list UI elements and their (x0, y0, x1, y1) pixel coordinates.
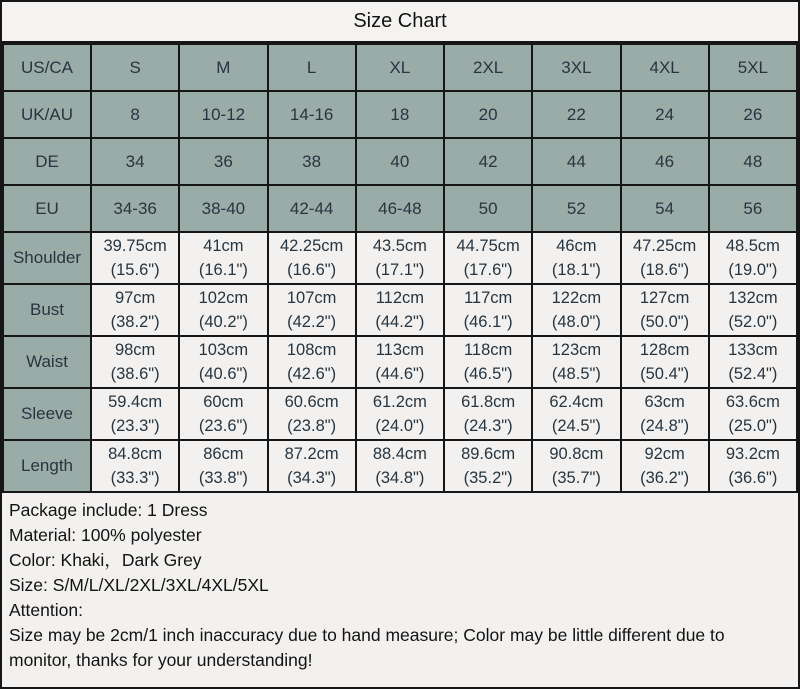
measurement-cm: 118cm (463, 341, 513, 359)
measurement-cell (179, 232, 267, 284)
size-cell: 20 (444, 91, 532, 138)
measurement-inch: (17.1") (375, 261, 425, 279)
measurement-inch: (36.2") (640, 469, 690, 487)
size-cell: 26 (709, 91, 797, 138)
measurement-cm: 46cm (556, 237, 597, 255)
size-row-eu (3, 185, 797, 232)
row-label-de: DE (3, 138, 91, 185)
note-line: Size: S/M/L/XL/2XL/3XL/4XL/5XL (9, 575, 269, 595)
measurement-cm: 127cm (639, 289, 690, 307)
measurement-cell (356, 284, 444, 336)
measurement-cm: 84.8cm (108, 445, 163, 463)
measurement-inch: (25.0") (728, 417, 778, 435)
measurement-inch: (50.4") (640, 365, 690, 383)
measurement-cell (179, 284, 267, 336)
size-cell: 52 (532, 185, 620, 232)
measurement-cm: 103cm (198, 341, 249, 359)
row-label-shoulder: Shoulder (3, 232, 91, 284)
measurement-cm: 92cm (644, 445, 685, 463)
size-cell: 44 (532, 138, 620, 185)
size-table (2, 43, 798, 493)
size-cell: 14-16 (268, 91, 356, 138)
size-row-uk-au (3, 91, 797, 138)
measurement-cm: 41cm (203, 237, 244, 255)
measurement-cell (709, 232, 797, 284)
size-cell: 56 (709, 185, 797, 232)
measurement-cell (709, 284, 797, 336)
size-cell: 36 (179, 138, 267, 185)
size-cell: 40 (356, 138, 444, 185)
measure-row-shoulder (3, 232, 797, 284)
measurement-cell (532, 284, 620, 336)
measurement-cm: 128cm (639, 341, 690, 359)
size-cell: M (179, 44, 267, 91)
row-label-eu: EU (3, 185, 91, 232)
measurement-cell (268, 440, 356, 492)
measurement-cm: 60cm (203, 393, 244, 411)
measurement-inch: (17.6") (463, 261, 513, 279)
size-cell: 46-48 (356, 185, 444, 232)
measurement-inch: (44.2") (375, 313, 425, 331)
size-table-body (3, 44, 797, 492)
measurement-cell (91, 388, 179, 440)
measurement-cell (444, 336, 532, 388)
size-cell: 38-40 (179, 185, 267, 232)
measurement-cm: 123cm (551, 341, 602, 359)
size-cell: 46 (621, 138, 709, 185)
measure-row-length (3, 440, 797, 492)
measurement-cm: 59.4cm (108, 393, 163, 411)
size-cell: L (268, 44, 356, 91)
measurement-cm: 97cm (114, 289, 156, 307)
measurement-inch: (16.1") (198, 261, 248, 279)
measurement-cell (532, 440, 620, 492)
measurement-inch: (35.7") (551, 469, 601, 487)
measurement-inch: (23.8") (287, 417, 337, 435)
measurement-cm: 102cm (198, 289, 249, 307)
measurement-inch: (18.6") (640, 261, 690, 279)
measurement-cm: 133cm (728, 341, 778, 359)
measurement-inch: (23.3") (110, 417, 160, 435)
measurement-cm: 61.8cm (461, 393, 516, 411)
note-line: Attention: (9, 600, 83, 620)
measurement-inch: (24.3") (463, 417, 513, 435)
measurement-inch: (23.6") (198, 417, 248, 435)
measurement-cell (268, 388, 356, 440)
measurement-inch: (50.0") (640, 313, 690, 331)
size-cell: 34-36 (91, 185, 179, 232)
measurement-cm: 86cm (203, 445, 244, 463)
size-cell: 4XL (621, 44, 709, 91)
size-cell: 34 (91, 138, 179, 185)
measurement-cell (91, 284, 179, 336)
measurement-inch: (46.5") (463, 365, 513, 383)
measurement-inch: (35.2") (463, 469, 513, 487)
measurement-cell (179, 440, 267, 492)
measurement-cm: 48.5cm (725, 237, 780, 255)
size-cell: 18 (356, 91, 444, 138)
measurement-inch: (52.0") (728, 313, 778, 331)
measurement-cm: 60.6cm (284, 393, 339, 411)
note-line: Size may be 2cm/1 inch inaccuracy due to hand measure; Color may be little different due to (9, 625, 725, 645)
size-cell: 3XL (532, 44, 620, 91)
measurement-cm: 90.8cm (549, 445, 604, 463)
measurement-inch: (46.1") (463, 313, 513, 331)
size-cell: 2XL (444, 44, 532, 91)
measurement-cell (444, 388, 532, 440)
measurement-cm: 89.6cm (461, 445, 516, 463)
measure-row-bust (3, 284, 797, 336)
size-cell: 24 (621, 91, 709, 138)
note-line: Package include: 1 Dress (9, 500, 208, 520)
measurement-inch: (38.2") (110, 313, 160, 331)
measure-row-sleeve (3, 388, 797, 440)
measurement-cell (709, 336, 797, 388)
measurement-inch: (34.8") (375, 469, 425, 487)
measurement-cell (444, 284, 532, 336)
measurement-inch: (33.8") (198, 469, 248, 487)
row-label-waist: Waist (3, 336, 91, 388)
size-cell: 5XL (709, 44, 797, 91)
measure-row-waist (3, 336, 797, 388)
measurement-cm: 63cm (644, 393, 685, 411)
note-line: Color: Khaki，Dark Grey (9, 550, 202, 570)
size-cell: 8 (91, 91, 179, 138)
measurement-cell (621, 336, 709, 388)
size-cell: 54 (621, 185, 709, 232)
measurement-cell (444, 232, 532, 284)
measurement-cell (268, 284, 356, 336)
measurement-inch: (24.8") (640, 417, 690, 435)
row-label-sleeve: Sleeve (3, 388, 91, 440)
measurement-cell (179, 336, 267, 388)
measurement-cm: 88.4cm (372, 445, 427, 463)
measurement-inch: (52.4") (728, 365, 778, 383)
measurement-cm: 112cm (375, 289, 425, 307)
measurement-cell (709, 440, 797, 492)
measurement-cell (621, 440, 709, 492)
measurement-inch: (48.5") (551, 365, 601, 383)
measurement-cm: 117cm (463, 289, 513, 307)
measurement-cm: 113cm (375, 341, 425, 359)
measurement-cell (91, 440, 179, 492)
measurement-inch: (24.0") (375, 417, 425, 435)
measurement-inch: (33.3") (110, 469, 160, 487)
measurement-cell (356, 440, 444, 492)
measurement-inch: (42.6") (287, 365, 337, 383)
measurement-cm: 61.2cm (372, 393, 427, 411)
measurement-cm: 47.25cm (632, 237, 697, 255)
row-label-bust: Bust (3, 284, 91, 336)
measurement-cell (91, 232, 179, 284)
measurement-cell (356, 336, 444, 388)
measurement-inch: (40.2") (198, 313, 248, 331)
measurement-cell (91, 336, 179, 388)
measurement-cm: 44.75cm (456, 237, 520, 255)
measurement-inch: (44.6") (375, 365, 425, 383)
size-cell: S (91, 44, 179, 91)
measurement-cm: 87.2cm (284, 445, 339, 463)
size-cell: 22 (532, 91, 620, 138)
measurement-inch: (38.6") (110, 365, 160, 383)
size-row-us-ca (3, 44, 797, 91)
measurement-cm: 62.4cm (549, 393, 604, 411)
size-cell: 42-44 (268, 185, 356, 232)
measurement-inch: (40.6") (198, 365, 248, 383)
size-cell: 38 (268, 138, 356, 185)
note-line: Material: 100% polyester (9, 525, 202, 545)
measurement-inch: (48.0") (551, 313, 601, 331)
measurement-inch: (36.6") (728, 469, 778, 487)
size-cell: 50 (444, 185, 532, 232)
measurement-cell (179, 388, 267, 440)
measurement-cm: 108cm (286, 341, 337, 359)
measurement-cell (268, 336, 356, 388)
measurement-inch: (18.1") (551, 261, 601, 279)
measurement-cell (532, 232, 620, 284)
note-line: monitor, thanks for your understanding! (9, 650, 313, 670)
measurement-cell (356, 388, 444, 440)
size-cell: 10-12 (179, 91, 267, 138)
measurement-inch: (42.2") (287, 313, 337, 331)
measurement-cell (621, 284, 709, 336)
measurement-cell (444, 440, 532, 492)
measurement-cm: 43.5cm (372, 237, 427, 255)
measurement-inch: (34.3") (287, 469, 337, 487)
row-label-us-ca: US/CA (3, 44, 91, 91)
measurement-cell (268, 232, 356, 284)
chart-title: Size Chart (2, 2, 798, 43)
measurement-cm: 39.75cm (103, 237, 167, 255)
measurement-cell (621, 388, 709, 440)
measurement-cm: 98cm (114, 341, 156, 359)
measurement-cm: 132cm (728, 289, 778, 307)
measurement-cell (532, 388, 620, 440)
measurement-cell (532, 336, 620, 388)
measurement-cm: 63.6cm (725, 393, 780, 411)
measurement-cell (709, 388, 797, 440)
measurement-inch: (19.0") (728, 261, 778, 279)
measurement-inch: (24.5") (551, 417, 601, 435)
measurement-inch: (16.6") (287, 261, 337, 279)
measurement-cell (356, 232, 444, 284)
row-label-length: Length (3, 440, 91, 492)
row-label-uk-au: UK/AU (3, 91, 91, 138)
measurement-inch: (15.6") (110, 261, 160, 279)
size-cell: 48 (709, 138, 797, 185)
measurement-cell (621, 232, 709, 284)
measurement-cm: 107cm (286, 289, 337, 307)
size-cell: 42 (444, 138, 532, 185)
measurement-cm: 42.25cm (279, 237, 344, 255)
measurement-cm: 93.2cm (725, 445, 780, 463)
size-row-de (3, 138, 797, 185)
measurement-cm: 122cm (551, 289, 602, 307)
size-cell: XL (356, 44, 444, 91)
product-notes (2, 493, 798, 687)
